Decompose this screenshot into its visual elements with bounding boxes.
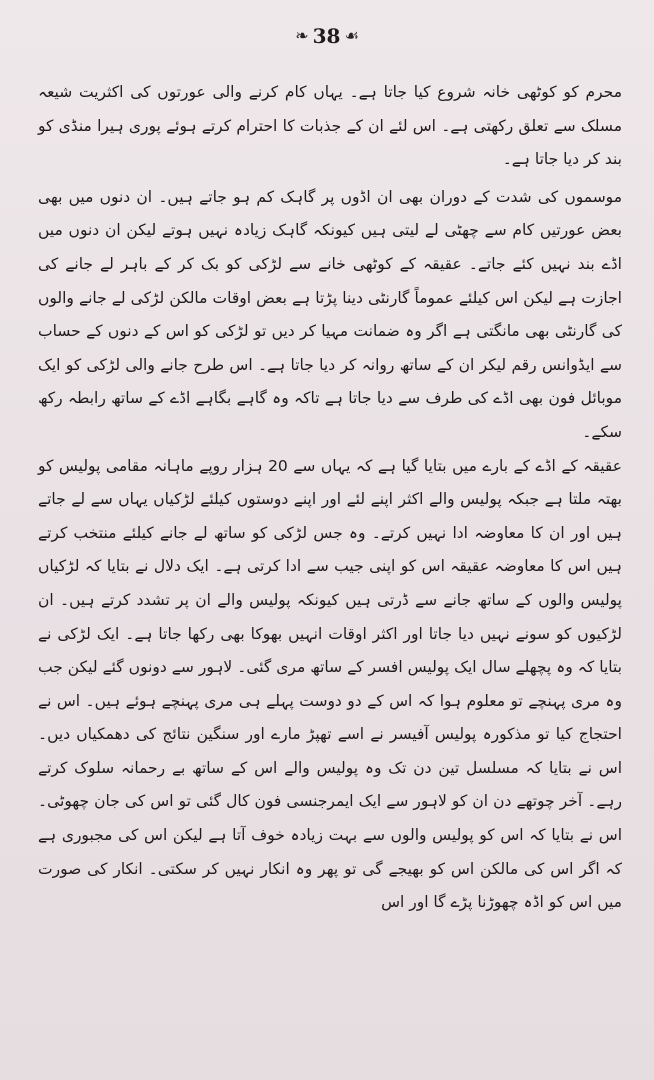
page-number: 38: [312, 24, 341, 48]
left-ornament-icon: ❧: [295, 26, 309, 45]
paragraph: محرم کو کوٹھی خانہ شروع کیا جاتا ہے۔ یہاں کام کرنے والی عورتوں کی اکثریت شیعہ مسلک سے تعلق رکھتی ہے۔ اس لئے ان کے جذبات کا احترام کرتے ہوئے پوری ہیرا منڈی کو بند کر دیا جاتا ہے۔: [38, 83, 622, 169]
body-text: [38, 76, 622, 920]
paragraph: عقیقہ کے اڈے کے بارے میں بتایا گیا ہے کہ یہاں سے 20 ہزار روپے ماہانہ مقامی پولیس کو بھتہ ملتا ہے جبکہ پولیس والے اکثر اپنے لئے اور اپنے دوستوں کیلئے لڑکیاں یہاں سے لے جاتے ہیں اور ان کا معاوضہ ادا نہیں کرتے۔ وہ جس لڑکی کو ساتھ لے جانے کیلئے منتخب کرتے ہیں اس کا معاوضہ عقیقہ اس کو اپنی جیب سے ادا کرتی ہے۔ ایک دلال نے بتایا کہ لڑکیاں پولیس والوں کے ساتھ جانے سے ڈرتی ہیں کیونکہ پولیس والے ان پر تشدد کرتے ہیں۔ ان لڑکیوں کو سونے نہیں دیا جاتا اور اکثر اوقات انہیں بھوکا بھی رکھا جاتا ہے۔ ایک لڑکی نے بتایا کہ وہ پچھلے سال ایک پولیس افسر کے ساتھ مری گئی۔ لاہور سے دونوں گئے لیکن جب وہ مری پہنچے تو معلوم ہوا کہ اس کے دو دوست پہلے ہی مری پہنچے ہوئے ہیں۔ اس نے احتجاج کیا تو مذکورہ پولیس آفیسر نے اسے تھپڑ مارے اور سنگین نتائج کی دھمکیاں دیں۔ اس نے بتایا کہ مسلسل تین دن تک وہ پولیس والے اس کے ساتھ بے رحمانہ سلوک کرتے رہے۔ آخر چوتھے دن ان کو لاہور سے ایک ایمرجنسی فون کال گئی تو اس کی جان چھوٹی۔ اس نے بتایا کہ اس کو پولیس والوں سے بہت زیادہ خوف آتا ہے لیکن اس کی مجبوری ہے کہ اگر اس کی مالکن اس کو بھیجے گی تو پھر وہ انکار نہیں کر سکتی۔ انکار کی صورت میں اس کو اڈہ چھوڑنا پڑے گا اور اس: [38, 456, 622, 912]
right-ornament-icon: ☙: [344, 26, 359, 45]
paragraph: موسموں کی شدت کے دوران بھی ان اڈوں پر گاہک کم ہو جاتے ہیں۔ ان دنوں میں بھی بعض عورتیں کام سے چھٹی لے لیتی ہیں کیونکہ گاہک زیادہ نہیں ہوتے لیکن ان دنوں میں اڈے بند نہیں کئے جاتے۔ عقیقہ کے کوٹھی خانے سے لڑکی کو بک کر کے باہر لے جانے کی اجازت ہے لیکن اس کیلئے عموماً گارنٹی دینا پڑتا ہے بعض اوقات مالکن لڑکی لے جانے والوں کی گارنٹی بھی مانگتی ہے اگر وہ ضمانت مہیا کر دیں تو لڑکی کو اس کے دنوں کے حساب سے ایڈوانس رقم لیکر ان کے ساتھ روانہ کر دیا جاتا ہے۔ اس طرح جانے والی لڑکی کو ایک موبائل فون بھی اڈے کی طرف سے دیا جاتا ہے تاکہ وہ گاہے بگاہے اڈے کے ساتھ رابطہ رکھ سکے۔: [38, 187, 622, 441]
page-header: [0, 26, 654, 46]
